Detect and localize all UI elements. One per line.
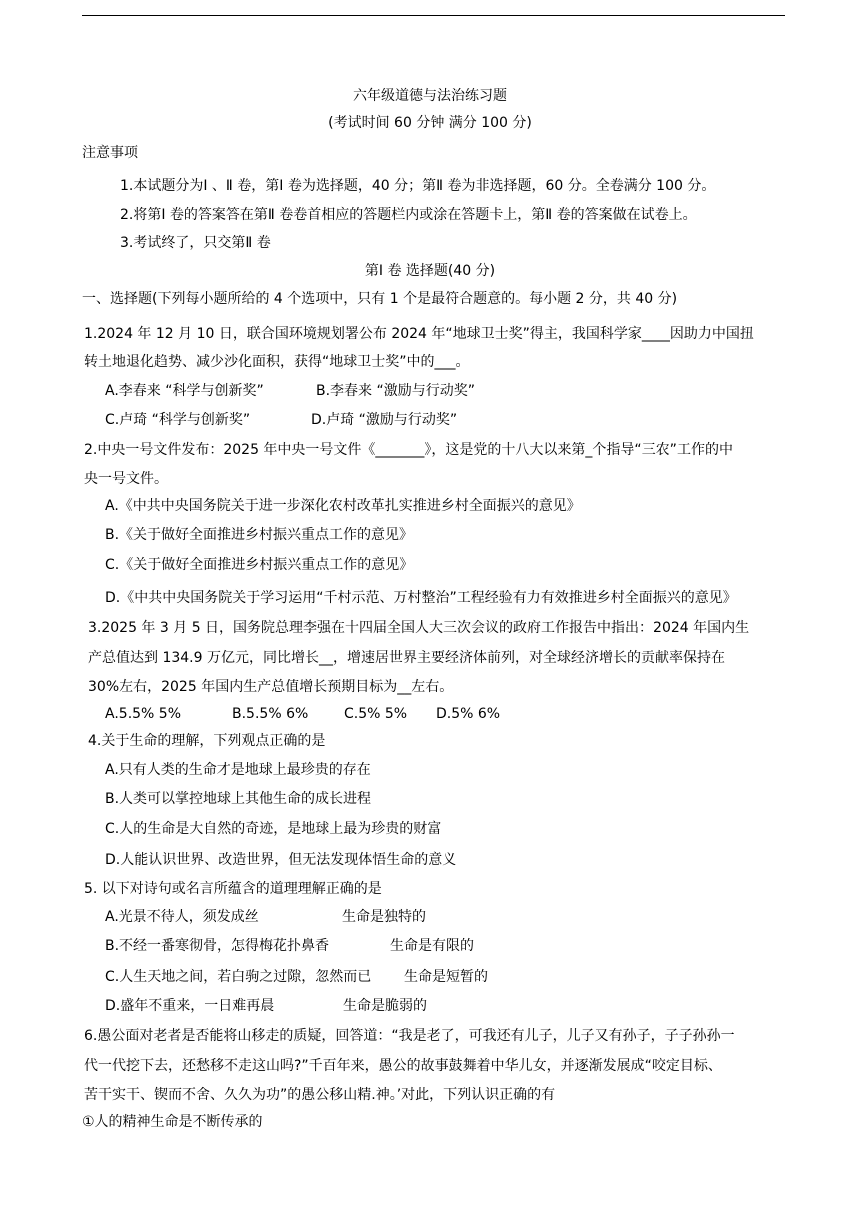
q1-stem-line2: 转土地退化趋势、减少沙化面积，获得“地球卫士奖”中的___。	[84, 354, 470, 370]
q4-option-b: B.人类可以掌控地球上其他生命的成长进程	[105, 791, 372, 807]
exam-title: 六年级道德与法治练习题	[353, 88, 507, 104]
q5-option-b-meaning: 生命是有限的	[390, 938, 474, 954]
q3-stem-line3: 30%左右，2025 年国内生产总值增长预期目标为__左右。	[88, 679, 454, 695]
q1-option-b: B.李春来 “激励与行动奖”	[316, 383, 476, 399]
q4-option-d: D.人能认识世界、改造世界，但无法发现体悟生命的意义	[105, 852, 457, 868]
q3-option-c: C.5% 5%	[344, 706, 408, 722]
q5-option-a: A.光景不待人，须发成丝	[105, 909, 259, 925]
q5-stem: 5. 以下对诗句或名言所蕴含的道理理解正确的是	[84, 881, 382, 897]
q5-option-c: C.人生天地之间，若白驹之过隙，忽然而已	[105, 969, 372, 985]
q4-option-c: C.人的生命是大自然的奇迹，是地球上最为珍贵的财富	[105, 821, 442, 837]
q6-stem-line1: 6.愚公面对老者是否能将山移走的质疑，回答道：“我是老了，可我还有儿子，儿子又有孙子，子子孙孙一	[84, 1028, 735, 1044]
q3-stem-line1: 3.2025 年 3 月 5 日，国务院总理李强在十四届全国人大三次会议的政府工作报告中指出：2024 年国内生	[88, 620, 750, 636]
header-rule	[82, 15, 785, 16]
q2-option-a: A.《中共中央国务院关于进一步深化农村改革扎实推进乡村全面振兴的意见》	[105, 498, 581, 514]
q1-option-d: D.卢琦 “激励与行动奖”	[311, 412, 458, 428]
q2-stem-line2: 央一号文件。	[84, 471, 168, 487]
q3-option-a: A.5.5% 5%	[105, 706, 182, 722]
notice-item-2: 2.将第Ⅰ 卷的答案答在第Ⅱ 卷卷首相应的答题栏内或涂在答题卡上，第Ⅱ 卷的答案做在试卷上。	[120, 207, 697, 223]
q2-stem-line1: 2.中央一号文件发布：2025 年中央一号文件《_______》，这是党的十八大以来第_个指导“三农”工作的中	[84, 442, 733, 458]
exam-subtitle: (考试时间 60 分钟 满分 100 分)	[328, 115, 532, 131]
q4-stem: 4.关于生命的理解，下列观点正确的是	[88, 733, 326, 749]
part1-title: 第Ⅰ 卷 选择题(40 分)	[364, 263, 496, 279]
q1-option-c: C.卢琦 “科学与创新奖”	[105, 412, 251, 428]
q1-stem-line1: 1.2024 年 12 月 10 日，联合国环境规划署公布 2024 年“地球卫士奖”得主，我国科学家____因助力中国扭	[84, 326, 754, 342]
notice-item-1: 1.本试题分为Ⅰ 、Ⅱ 卷，第Ⅰ 卷为选择题，40 分；第Ⅱ 卷为非选择题，60 分。全卷满分 100 分。	[120, 178, 716, 194]
q5-option-c-meaning: 生命是短暂的	[404, 969, 488, 985]
q6-item-1: ①人的精神生命是不断传承的	[82, 1114, 263, 1130]
q5-option-a-meaning: 生命是独特的	[342, 909, 426, 925]
q6-stem-line3: 苦干实干、锲而不舍、久久为功”的愚公移山精.神。’对此，下列认识正确的有	[84, 1087, 556, 1103]
q3-option-b: B.5.5% 6%	[232, 706, 309, 722]
q6-stem-line2: 代一代挖下去，还愁移不走这山吗?”千百年来，愚公的故事鼓舞着中华儿女，并逐渐发展成“咬定目标、	[84, 1058, 722, 1074]
q2-option-d: D.《中共中央国务院关于学习运用“千村示范、万村整治”工程经验有力有效推进乡村全面振兴的意见》	[105, 590, 737, 606]
section-heading: 一、选择题(下列每小题所给的 4 个选项中，只有 1 个是最符合题意的。每小题 2 分，共 40 分)	[82, 291, 678, 307]
q2-option-c: C.《关于做好全面推进乡村振兴重点工作的意见》	[105, 557, 414, 573]
q5-option-d: D.盛年不重来，一日难再晨	[105, 998, 275, 1014]
q5-option-b: B.不经一番寒彻骨，怎得梅花扑鼻香	[105, 938, 330, 954]
q3-option-d: D.5% 6%	[436, 706, 501, 722]
q4-option-a: A.只有人类的生命才是地球上最珍贵的存在	[105, 762, 371, 778]
notice-heading: 注意事项	[82, 145, 138, 161]
q3-stem-line2: 产总值达到 134.9 万亿元，同比增长__，增速居世界主要经济体前列，对全球经济增长的贡献率保持在	[88, 650, 725, 666]
q5-option-d-meaning: 生命是脆弱的	[343, 998, 427, 1014]
q1-option-a: A.李春来 “科学与创新奖”	[105, 383, 264, 399]
q2-option-b: B.《关于做好全面推进乡村振兴重点工作的意见》	[105, 527, 414, 543]
notice-item-3: 3.考试终了，只交第Ⅱ 卷	[120, 235, 271, 251]
